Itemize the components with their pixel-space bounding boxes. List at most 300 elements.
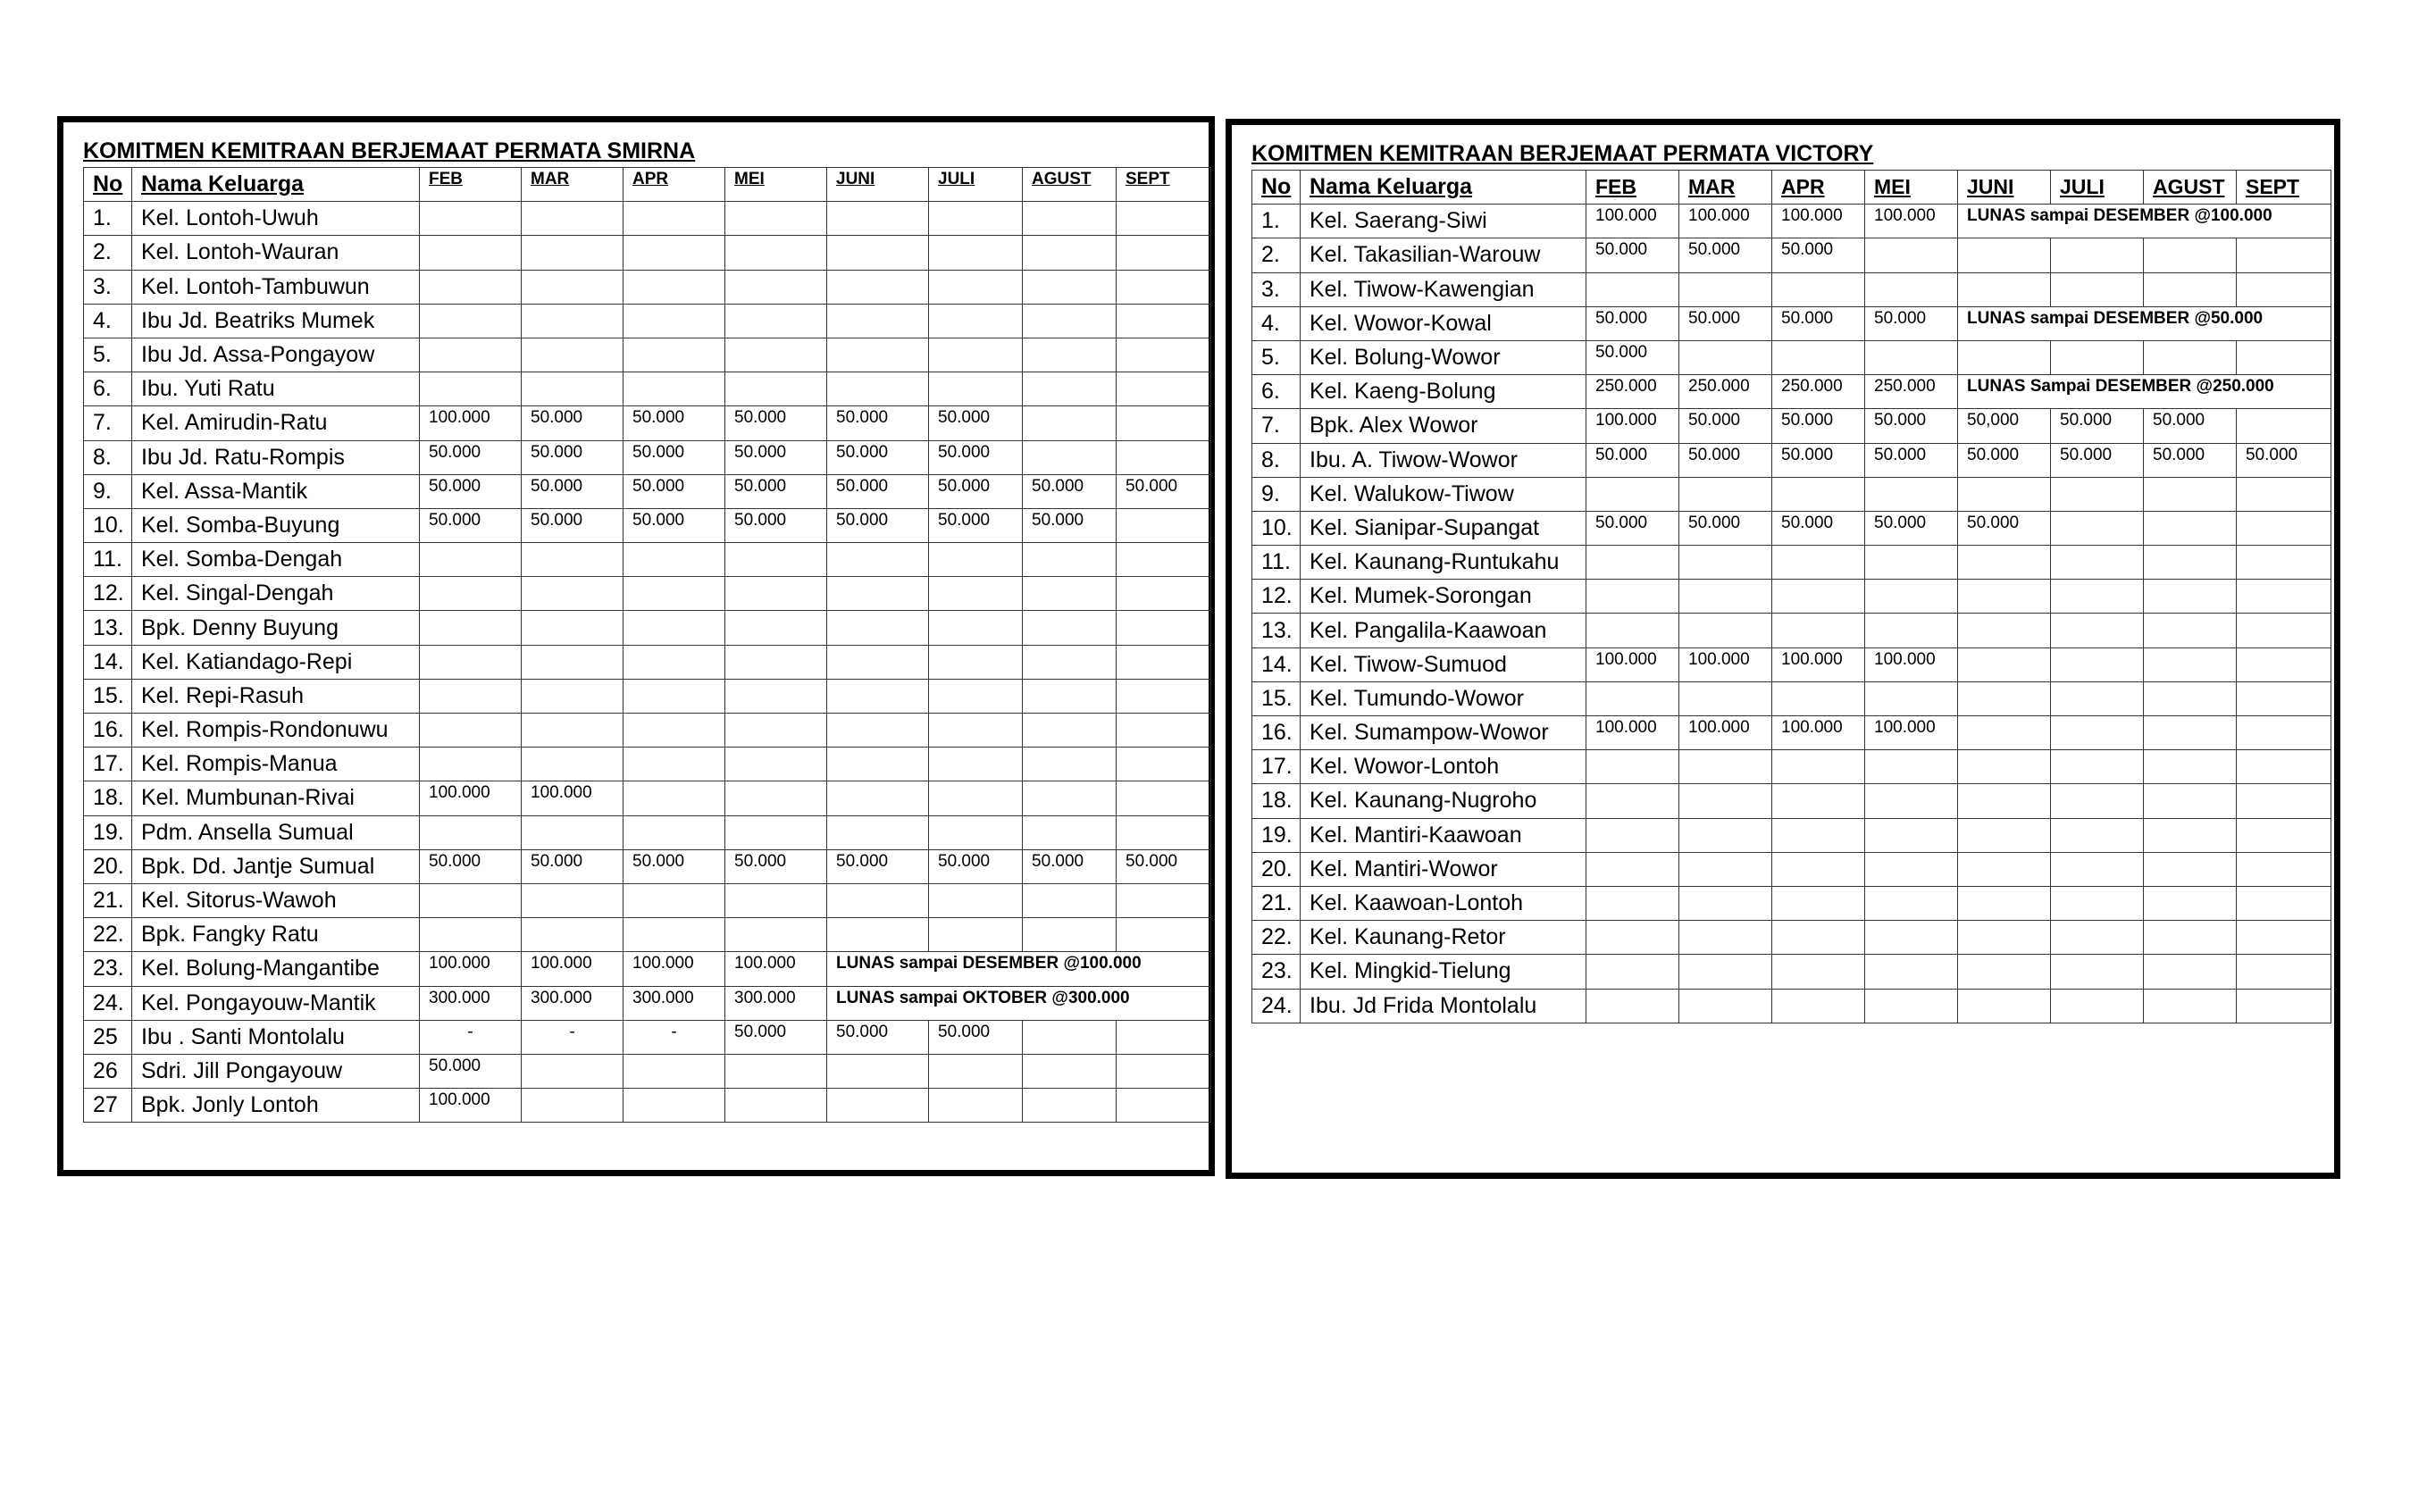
payment-cell [2237, 818, 2331, 852]
payment-cell [2144, 921, 2237, 955]
payment-cell: 50.000 [522, 406, 623, 440]
payment-cell [2051, 340, 2144, 374]
row-number: 7. [84, 406, 132, 440]
family-name: Kel. Lontoh-Wauran [132, 236, 420, 270]
payment-cell: 50.000 [929, 849, 1023, 883]
payment-cell [1958, 477, 2051, 511]
payment-cell [1679, 921, 1772, 955]
payment-cell [2144, 580, 2237, 614]
payment-cell [1117, 679, 1211, 713]
payment-cell: - [420, 1020, 522, 1054]
family-name: Kel. Sitorus-Wawoh [132, 883, 420, 917]
payment-cell [1958, 716, 2051, 750]
payment-cell [1679, 477, 1772, 511]
payment-cell [1586, 921, 1679, 955]
smirna-row [84, 202, 1211, 236]
payment-cell [725, 815, 827, 849]
family-name: Kel. Kaunang-Retor [1301, 921, 1586, 955]
payment-cell [420, 679, 522, 713]
victory-row [1252, 511, 2331, 545]
payment-cell [1679, 886, 1772, 920]
payment-cell [1772, 580, 1865, 614]
payment-cell [1679, 614, 1772, 647]
payment-cell [623, 236, 725, 270]
payment-cell [1958, 955, 2051, 989]
row-number: 13. [1252, 614, 1301, 647]
row-number: 26 [84, 1054, 132, 1088]
row-number: 22. [1252, 921, 1301, 955]
row-number: 6. [84, 372, 132, 406]
payment-cell [929, 270, 1023, 304]
payment-cell [725, 1089, 827, 1123]
payment-cell: 50.000 [827, 440, 929, 474]
payment-cell [1586, 750, 1679, 784]
payment-cell: 50.000 [827, 406, 929, 440]
payment-cell: 100.000 [420, 781, 522, 815]
payment-cell [2144, 546, 2237, 580]
family-name: Kel. Pongayouw-Mantik [132, 986, 420, 1020]
payment-cell [522, 270, 623, 304]
victory-row [1252, 205, 2331, 238]
smirna-row [84, 918, 1211, 952]
payment-cell [2144, 614, 2237, 647]
payment-cell [1772, 681, 1865, 715]
payment-cell: 50.000 [1865, 409, 1958, 443]
victory-row [1252, 614, 2331, 647]
payment-cell [2237, 614, 2331, 647]
payment-cell [522, 645, 623, 679]
payment-cell [1958, 681, 2051, 715]
family-name: Bpk. Denny Buyung [132, 611, 420, 645]
payment-cell [2051, 614, 2144, 647]
smirna-row [84, 748, 1211, 781]
payment-cell: 100.000 [1679, 716, 1772, 750]
smirna-row [84, 577, 1211, 611]
row-number: 10. [1252, 511, 1301, 545]
family-name: Kel. Tiwow-Kawengian [1301, 272, 1586, 306]
payment-cell [929, 1089, 1023, 1123]
payment-cell [827, 781, 929, 815]
payment-cell: 100.000 [1586, 716, 1679, 750]
payment-cell [929, 918, 1023, 952]
payment-cell [1023, 1089, 1117, 1123]
payment-cell [2144, 716, 2237, 750]
payment-cell [2237, 477, 2331, 511]
payment-cell [1958, 340, 2051, 374]
row-number: 11. [84, 543, 132, 577]
payment-cell [827, 645, 929, 679]
payment-cell [2051, 784, 2144, 818]
family-name: Bpk. Dd. Jantje Sumual [132, 849, 420, 883]
family-name: Kel. Mantiri-Wowor [1301, 852, 1586, 886]
payment-cell [725, 270, 827, 304]
victory-row [1252, 306, 2331, 340]
payment-cell [1958, 647, 2051, 681]
payment-cell [827, 918, 929, 952]
payment-cell [1117, 1020, 1211, 1054]
payment-cell: 50.000 [827, 849, 929, 883]
family-name: Kel. Mingkid-Tielung [1301, 955, 1586, 989]
payment-cell [929, 611, 1023, 645]
payment-cell [522, 748, 623, 781]
smirna-row [84, 781, 1211, 815]
payment-cell [2144, 477, 2237, 511]
payment-cell: 50.000 [1023, 474, 1117, 508]
victory-row [1252, 716, 2331, 750]
payment-cell [1586, 989, 1679, 1023]
payment-cell [1023, 270, 1117, 304]
payment-cell [522, 202, 623, 236]
payment-cell [1117, 645, 1211, 679]
family-name: Pdm. Ansella Sumual [132, 815, 420, 849]
family-name: Kel. Kaeng-Bolung [1301, 375, 1586, 409]
payment-cell [1958, 238, 2051, 272]
family-name: Kel. Assa-Mantik [132, 474, 420, 508]
payment-cell [929, 714, 1023, 748]
payment-cell [2144, 681, 2237, 715]
payment-cell [1679, 750, 1772, 784]
smirna-title: KOMITMEN KEMITRAAN BERJEMAAT PERMATA SMIRNA [83, 138, 696, 163]
payment-cell: 50.000 [522, 849, 623, 883]
payment-cell [725, 781, 827, 815]
payment-cell [1772, 989, 1865, 1023]
payment-cell [420, 236, 522, 270]
smirna-row [84, 849, 1211, 883]
payment-cell [522, 236, 623, 270]
payment-cell: 50.000 [827, 508, 929, 542]
payment-cell [725, 883, 827, 917]
victory-header-cell: MAR [1679, 171, 1772, 205]
row-number: 24. [1252, 989, 1301, 1023]
row-number: 24. [84, 986, 132, 1020]
payment-cell [522, 815, 623, 849]
victory-row [1252, 238, 2331, 272]
payment-cell: 250.000 [1586, 375, 1679, 409]
payment-cell: 50.000 [2051, 409, 2144, 443]
payment-cell [623, 543, 725, 577]
payment-cell: 100.000 [1586, 647, 1679, 681]
payment-cell [1586, 784, 1679, 818]
payment-cell [522, 883, 623, 917]
row-number: 17. [84, 748, 132, 781]
row-number: 22. [84, 918, 132, 952]
smirna-row [84, 304, 1211, 338]
victory-row [1252, 546, 2331, 580]
smirna-row [84, 952, 1211, 986]
smirna-header-cell: AGUST [1023, 168, 1117, 202]
payment-cell [2237, 681, 2331, 715]
payment-cell: 100.000 [1772, 716, 1865, 750]
payment-cell [827, 577, 929, 611]
payment-cell [1772, 921, 1865, 955]
payment-cell [623, 815, 725, 849]
payment-cell [1958, 614, 2051, 647]
smirna-row [84, 474, 1211, 508]
payment-cell [1865, 580, 1958, 614]
payment-cell [1865, 886, 1958, 920]
payment-cell [623, 714, 725, 748]
payment-cell [1023, 748, 1117, 781]
payment-cell [2144, 852, 2237, 886]
row-number: 21. [1252, 886, 1301, 920]
family-name: Kel. Somba-Buyung [132, 508, 420, 542]
payment-cell [929, 748, 1023, 781]
payment-cell [623, 883, 725, 917]
payment-cell [2237, 409, 2331, 443]
payment-cell [1117, 236, 1211, 270]
payment-cell [1117, 748, 1211, 781]
family-name: Kel. Singal-Dengah [132, 577, 420, 611]
payment-cell [1023, 372, 1117, 406]
payment-cell [929, 202, 1023, 236]
payment-cell [2051, 272, 2144, 306]
victory-header-cell: APR [1772, 171, 1865, 205]
row-number: 13. [84, 611, 132, 645]
row-number: 19. [84, 815, 132, 849]
row-number: 27 [84, 1089, 132, 1123]
row-number: 9. [1252, 477, 1301, 511]
payment-cell [1023, 338, 1117, 372]
payment-cell [827, 1089, 929, 1123]
payment-cell: 50.000 [725, 1020, 827, 1054]
row-number: 23. [84, 952, 132, 986]
payment-cell [623, 748, 725, 781]
payment-cell [827, 304, 929, 338]
row-number: 16. [1252, 716, 1301, 750]
payment-cell: 50.000 [522, 440, 623, 474]
victory-row [1252, 818, 2331, 852]
payment-cell [1679, 784, 1772, 818]
payment-cell: 50.000 [1772, 306, 1865, 340]
smirna-row [84, 338, 1211, 372]
payment-cell: 50.000 [1679, 409, 1772, 443]
payment-cell [827, 748, 929, 781]
lunas-note: LUNAS sampai DESEMBER @100.000 [827, 952, 1211, 986]
payment-cell: 50.000 [623, 406, 725, 440]
payment-cell: 300.000 [420, 986, 522, 1020]
payment-cell [1586, 955, 1679, 989]
payment-cell [725, 543, 827, 577]
victory-header-row [1252, 171, 2331, 205]
row-number: 3. [1252, 272, 1301, 306]
payment-cell: 50.000 [725, 849, 827, 883]
payment-cell: 50.000 [1117, 849, 1211, 883]
smirna-body [84, 202, 1211, 1123]
payment-cell [2237, 989, 2331, 1023]
row-number: 21. [84, 883, 132, 917]
payment-cell [1117, 202, 1211, 236]
payment-cell [2051, 238, 2144, 272]
lunas-note: LUNAS sampai DESEMBER @50.000 [1958, 306, 2331, 340]
payment-cell [2144, 750, 2237, 784]
family-name: Ibu . Santi Montolalu [132, 1020, 420, 1054]
payment-cell [1772, 818, 1865, 852]
payment-cell [2051, 989, 2144, 1023]
payment-cell [2051, 511, 2144, 545]
victory-row [1252, 955, 2331, 989]
victory-row [1252, 580, 2331, 614]
payment-cell [827, 714, 929, 748]
payment-cell [929, 1054, 1023, 1088]
payment-cell [929, 679, 1023, 713]
family-name: Kel. Saerang-Siwi [1301, 205, 1586, 238]
family-name: Kel. Mumek-Sorongan [1301, 580, 1586, 614]
payment-cell [1023, 714, 1117, 748]
smirna-header-cell: APR [623, 168, 725, 202]
smirna-row [84, 372, 1211, 406]
family-name: Kel. Tiwow-Sumuod [1301, 647, 1586, 681]
payment-cell [420, 372, 522, 406]
payment-cell [522, 338, 623, 372]
row-number: 14. [1252, 647, 1301, 681]
smirna-row [84, 543, 1211, 577]
victory-header-cell: Nama Keluarga [1301, 171, 1586, 205]
payment-cell: 50.000 [420, 440, 522, 474]
payment-cell: 100.000 [420, 952, 522, 986]
smirna-row [84, 270, 1211, 304]
victory-table [1251, 170, 2331, 1023]
payment-cell [725, 748, 827, 781]
victory-row [1252, 409, 2331, 443]
payment-cell: 100.000 [1865, 647, 1958, 681]
family-name: Kel. Katiandago-Repi [132, 645, 420, 679]
payment-cell [725, 918, 827, 952]
payment-cell [1023, 611, 1117, 645]
payment-cell [420, 304, 522, 338]
payment-cell [1679, 852, 1772, 886]
payment-cell [623, 781, 725, 815]
payment-cell [1772, 477, 1865, 511]
payment-cell [1865, 989, 1958, 1023]
family-name: Kel. Lontoh-Uwuh [132, 202, 420, 236]
payment-cell: 50.000 [1772, 443, 1865, 477]
family-name: Kel. Walukow-Tiwow [1301, 477, 1586, 511]
row-number: 7. [1252, 409, 1301, 443]
payment-cell [1023, 815, 1117, 849]
row-number: 8. [84, 440, 132, 474]
payment-cell [1865, 238, 1958, 272]
payment-cell [2051, 546, 2144, 580]
payment-cell: 50.000 [929, 1020, 1023, 1054]
payment-cell: 50.000 [1679, 443, 1772, 477]
lunas-note: LUNAS Sampai DESEMBER @250.000 [1958, 375, 2331, 409]
payment-cell [929, 577, 1023, 611]
payment-cell: 300.000 [522, 986, 623, 1020]
payment-cell [2237, 647, 2331, 681]
payment-cell: 50.000 [2144, 443, 2237, 477]
row-number: 17. [1252, 750, 1301, 784]
payment-cell: 50.000 [827, 1020, 929, 1054]
payment-cell [1586, 852, 1679, 886]
victory-header-cell: SEPT [2237, 171, 2331, 205]
payment-cell [725, 304, 827, 338]
family-name: Ibu Jd. Beatriks Mumek [132, 304, 420, 338]
payment-cell [1586, 546, 1679, 580]
payment-cell [1679, 546, 1772, 580]
row-number: 11. [1252, 546, 1301, 580]
row-number: 4. [1252, 306, 1301, 340]
payment-cell [522, 304, 623, 338]
payment-cell [1117, 508, 1211, 542]
payment-cell [623, 202, 725, 236]
payment-cell: 50.000 [623, 474, 725, 508]
family-name: Kel. Mumbunan-Rivai [132, 781, 420, 815]
payment-cell [725, 577, 827, 611]
payment-cell [1865, 614, 1958, 647]
smirna-row [84, 236, 1211, 270]
payment-cell [929, 304, 1023, 338]
payment-cell [1586, 818, 1679, 852]
payment-cell [2237, 784, 2331, 818]
payment-cell [827, 1054, 929, 1088]
payment-cell [1117, 406, 1211, 440]
lunas-note: LUNAS sampai DESEMBER @100.000 [1958, 205, 2331, 238]
smirna-row [84, 406, 1211, 440]
payment-cell [1023, 679, 1117, 713]
family-name: Kel. Rompis-Rondonuwu [132, 714, 420, 748]
row-number: 5. [1252, 340, 1301, 374]
victory-body [1252, 205, 2331, 1023]
victory-row [1252, 647, 2331, 681]
smirna-row [84, 440, 1211, 474]
payment-cell: 50.000 [2144, 409, 2237, 443]
payment-cell [2051, 681, 2144, 715]
payment-cell [623, 679, 725, 713]
family-name: Kel. Sumampow-Wowor [1301, 716, 1586, 750]
payment-cell [1117, 781, 1211, 815]
payment-cell [420, 918, 522, 952]
payment-cell [2051, 818, 2144, 852]
payment-cell [623, 1054, 725, 1088]
family-name: Kel. Bolung-Wowor [1301, 340, 1586, 374]
payment-cell [929, 236, 1023, 270]
payment-cell: 100.000 [522, 952, 623, 986]
payment-cell [725, 1054, 827, 1088]
payment-cell [522, 611, 623, 645]
payment-cell: 50.000 [623, 508, 725, 542]
payment-cell: 50.000 [2051, 443, 2144, 477]
payment-cell: 50.000 [725, 508, 827, 542]
payment-cell [623, 1089, 725, 1123]
payment-cell [2051, 716, 2144, 750]
payment-cell: 100.000 [1586, 409, 1679, 443]
payment-cell [1958, 989, 2051, 1023]
family-name: Ibu. Yuti Ratu [132, 372, 420, 406]
payment-cell: 100.000 [725, 952, 827, 986]
smirna-header-cell: Nama Keluarga [132, 168, 420, 202]
payment-cell [1772, 272, 1865, 306]
payment-cell [522, 918, 623, 952]
payment-cell [1679, 989, 1772, 1023]
family-name: Kel. Kaunang-Nugroho [1301, 784, 1586, 818]
family-name: Kel. Mantiri-Kaawoan [1301, 818, 1586, 852]
payment-cell [1679, 955, 1772, 989]
payment-cell [827, 611, 929, 645]
payment-cell [1865, 272, 1958, 306]
payment-cell [1679, 681, 1772, 715]
payment-cell [1117, 270, 1211, 304]
payment-cell [1958, 272, 2051, 306]
victory-row [1252, 681, 2331, 715]
victory-row [1252, 921, 2331, 955]
payment-cell: 50.000 [827, 474, 929, 508]
payment-cell: 50.000 [929, 406, 1023, 440]
payment-cell [420, 748, 522, 781]
payment-cell [2237, 852, 2331, 886]
family-name: Kel. Wowor-Lontoh [1301, 750, 1586, 784]
payment-cell: - [522, 1020, 623, 1054]
payment-cell [725, 679, 827, 713]
